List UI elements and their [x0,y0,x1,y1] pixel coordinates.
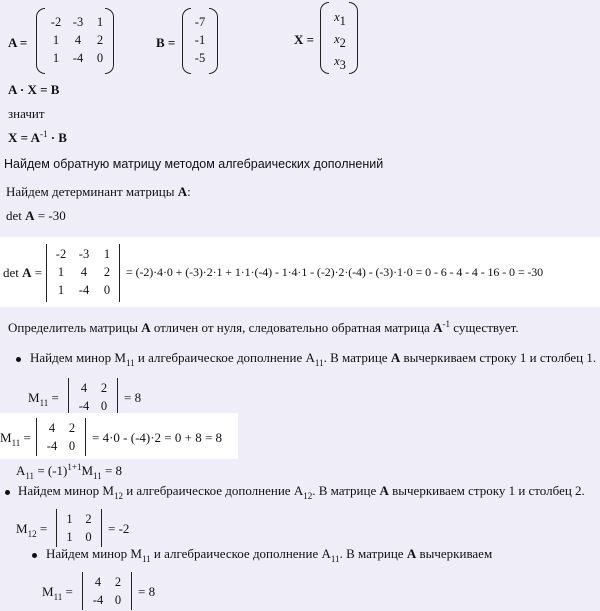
det-full-matrix [44,244,122,302]
det-cell: -4 [78,283,90,297]
method-text: Найдем обратную матрицу методом алгебраических дополнений [4,157,384,171]
matrix-x-cell: x1 [334,10,346,28]
matrix-b [182,8,218,74]
matrix-a-grid [46,13,110,67]
minor11-bullet-b-text: Найдем минор $M_{11}$ и алгебраическое дополнение $A_{11}$. В матрице A вычеркиваем [46,546,493,564]
m11b-cell: 4 [94,575,102,589]
det-heading: Найдем детерминант матрицы A: [6,184,191,199]
matrix-x-label: X = [294,32,315,47]
m11-full-result: = 4·0 - (-4)·2 = 0 + 8 = 8 [92,430,223,445]
matrix-b-cell: -1 [194,33,206,47]
matrix-x-cell: x3 [334,54,346,72]
m11-full-cell: 4 [48,421,56,435]
matrix-b-grid [190,13,210,67]
m11-result: = 8 [124,390,142,405]
det-cell: 1 [57,283,65,297]
minor11-bullet-text: Найдем минор $M_{11}$ и алгебраическое дополнение $A_{11}$. В матрице A вычеркиваем строку 1 и столбец 1. [30,350,597,368]
matrix-a-cell: 0 [96,51,104,65]
m12-label: $M_{12}$ = [16,521,48,539]
det-cell: 4 [80,265,88,279]
bullet-dot [16,357,21,362]
matrix-x [320,2,358,74]
bullet-dot [5,490,10,495]
det-cell: -2 [55,247,67,261]
matrix-a-cell: 4 [74,33,82,47]
m11-full-cell: 0 [68,439,76,453]
matrix-a-label: A = [8,35,28,50]
matrix-a-cell: 1 [52,33,60,47]
m11-cell: -4 [78,399,90,413]
m11-grid [74,379,114,415]
bullet-dot [32,553,37,558]
m12-matrix [54,509,104,547]
matrix-a [36,8,114,74]
m11-full-matrix [34,418,88,456]
matrix-b-cell: -7 [194,15,206,29]
det-short: det A = -30 [6,208,66,223]
matrix-a-cell: 2 [96,33,104,47]
det-cell: 2 [103,265,111,279]
det-cell: 1 [57,265,65,279]
equation-x-inverse: $X = A^{-1} \cdot B$ [8,129,67,145]
m12-cell: 1 [66,530,73,544]
matrix-a-cell: -4 [72,51,84,65]
m11b-label: $M_{11}$ = [42,584,73,602]
m11-cell: 4 [80,381,88,395]
m11-full-label: $M_{11}$ = [0,430,31,448]
m11-full-cell: -4 [46,439,58,453]
nonzero-statement: Определитель матрицы A отличен от нуля, следовательно обратная матрица $A^{-1}$ существует. [8,319,519,335]
m11b-matrix [80,572,134,610]
equation-ax-b: A · X = B [8,82,60,97]
m11-matrix [66,378,120,416]
means-text: значит [8,106,45,121]
m11b-cell: 2 [114,575,122,589]
m11b-grid [88,573,128,609]
m11b-result: = 8 [138,584,156,599]
det-cell: -3 [78,247,90,261]
a11-result: $A_{11} = (-1)^{1+1}M_{11} = 8$ [16,462,123,481]
det-full-label: det A = [3,265,43,280]
m11-cell: 0 [100,399,108,413]
m12-grid [60,510,98,546]
det-full-grid [50,245,118,299]
matrix-a-cell: -2 [50,15,62,29]
matrix-a-cell: 1 [52,51,60,65]
m12-cell: 2 [85,512,92,526]
matrix-b-label: B = [156,35,176,50]
minor11-bullet-b-clip [46,546,493,566]
matrix-x-cell: x2 [334,32,346,50]
det-expansion: = (-2)·4·0 + (-3)·2·1 + 1·1·(-4) - 1·4·1 - (-2)·2·(-4) - (-3)·1·0 = 0 - 6 - 4 - 4 - 16 - 0 = -30 [126,265,544,279]
det-cell: 1 [103,247,111,261]
m12-cell: 0 [85,530,92,544]
matrix-a-cell: -3 [72,15,84,29]
m12-cell: 1 [66,512,73,526]
minor12-bullet-text: Найдем минор $M_{12}$ и алгебраическое дополнение $A_{12}$. В матрице A вычеркиваем строку 1 и столбец 2. [18,483,585,501]
m11-cell: 2 [100,381,108,395]
m11-full-cell: 2 [68,421,76,435]
m11-label: $M_{11}$ = [28,390,59,408]
matrix-a-cell: 1 [96,15,104,29]
m12-result: = -2 [108,521,130,536]
det-cell: 0 [103,283,111,297]
matrix-b-cell: -5 [194,51,206,65]
m11b-cell: -4 [92,593,104,607]
m11b-cell: 0 [114,593,122,607]
m11-full-grid [42,419,82,455]
matrix-x-grid [329,6,351,72]
